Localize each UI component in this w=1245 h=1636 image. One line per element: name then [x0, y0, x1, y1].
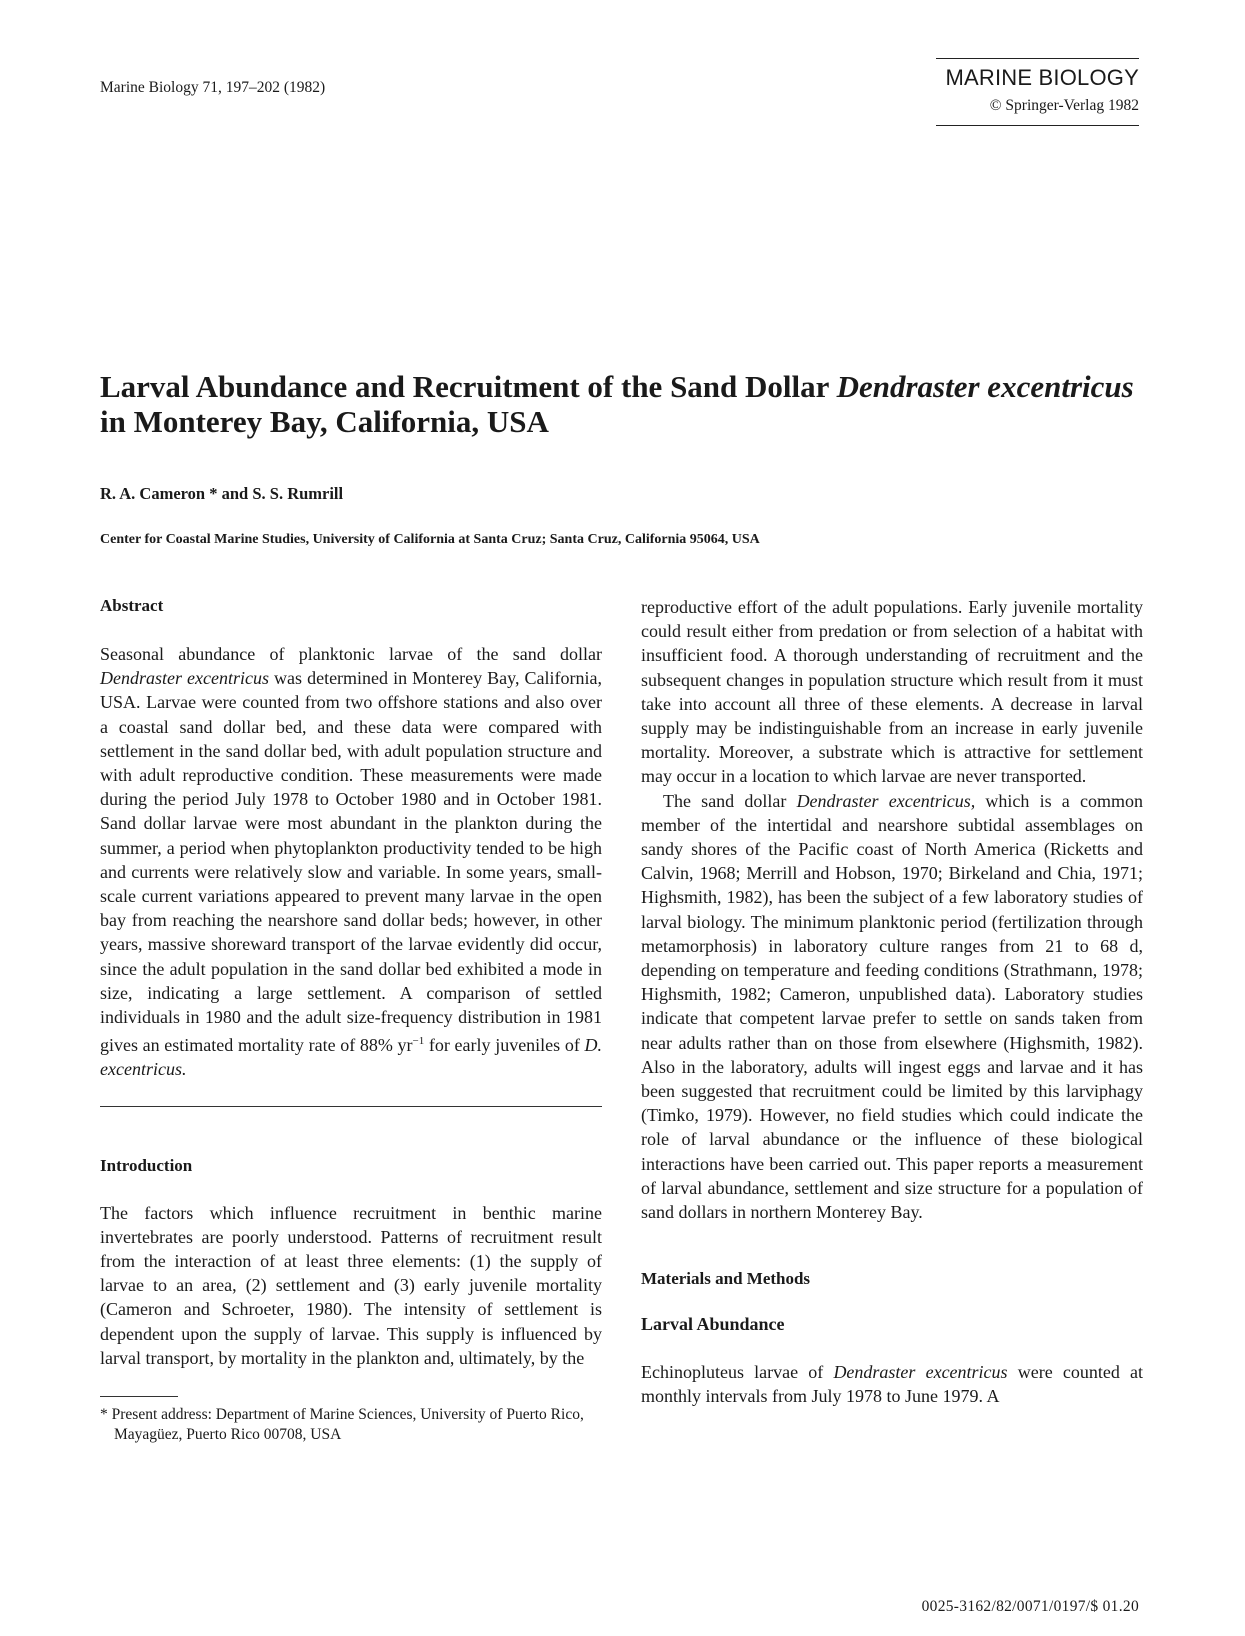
methods-text-part: were counted at monthly intervals from July 1978 to June 1979. A [641, 1362, 1143, 1407]
journal-copyright: © Springer-Verlag 1982 [989, 97, 1139, 114]
methods-species: Dendraster excentricus [833, 1362, 1008, 1383]
masthead-top-rule [936, 58, 1139, 59]
introduction-heading: Introduction [100, 1155, 193, 1175]
methods-paragraph-1 [641, 1360, 1143, 1408]
title-location: in Monterey Bay, California, USA [100, 404, 549, 439]
methods-subheading: Larval Abundance [641, 1314, 785, 1335]
abstract-species: Dendraster excentricus [100, 668, 269, 689]
journal-name: MARINE BIOLOGY [945, 65, 1139, 90]
author-list: R. A. Cameron * and S. S. Rumrill [100, 484, 344, 503]
abstract-text-part: for early juveniles of [424, 1035, 585, 1056]
document-code: 0025-3162/82/0071/0197/$ 01.20 [921, 1598, 1139, 1615]
abstract-text-part: was determined in Monterey Bay, California, USA. Larvae were counted from two offshore stations and also over a coastal sand dollar bed, and these data were compared with settlement in the sand dollar bed, with adult population structure and with adult reproductive condition. These measurements were made during the period July 1978 to October 1980 and in October 1981. Sand dollar larvae were most abundant in the plankton during the summer, a period when phytoplankton productivity tended to be high and currents were relatively slow and variable. In some years, small-scale current variations appeared to prevent many larvae in the open bay from reaching the nearshore sand dollar beds; however, in other years, massive shoreward transport of the larvae evidently did occur, since the adult population in the sand dollar bed exhibited a mode in size, indicating a large settlement. A comparison of settled individuals in 1980 and the adult size-frequency distribution in 1981 gives an estimated mortality rate of 88% yr [100, 668, 602, 1056]
methods-text-part: Echinopluteus larvae of [641, 1362, 834, 1383]
abstract-text [100, 642, 602, 1082]
paper-title [100, 369, 1160, 439]
intro-text-part: The sand dollar [663, 790, 797, 811]
intro-species: Dendraster excentricus, [796, 790, 976, 811]
intro-text-part: which is a common member of the intertidal and nearshore subtidal assemblages on sandy shores of the Pacific coast of North America (Ricketts and Calvin, 1968; Merrill and Hobson, 1970; Birkeland and Chia, 1971; Highsmith, 1982), has been the subject of a few laboratory studies of larval biology. The minimum planktonic period (fertilization through metamorphosis) in laboratory culture ranges from 21 to 68 d, depending on temperature and feeding conditions (Strathmann, 1978; Highsmith, 1982; Cameron, unpublished data). Laboratory studies indicate that competent larvae prefer to settle on sands taken from near adults rather than on those from elsewhere (Highsmith, 1982). Also in the laboratory, adults will ingest eggs and larvae and it has been suggested that recruitment could be limited by this larviphagy (Timko, 1979). However, no field studies which could indicate the role of larval abundance or the influence of these biological interactions have been carried out. This paper reports a measurement of larval abundance, settlement and size structure for a population of sand dollars in northern Monterey Bay. [641, 790, 1143, 1223]
author-affiliation: Center for Coastal Marine Studies, University of California at Santa Cruz; Santa Cruz, California 95064, USA [100, 532, 760, 547]
title-species: Dendraster excentricus [836, 369, 1134, 404]
introduction-paragraph-1-continued: reproductive effort of the adult populations. Early juvenile mortality could result either from predation or from selection of a habitat with insufficient food. A thorough understanding of recruitment and the subsequent changes in population structure which result from it must take into account all three of these elements. A decrease in larval supply may be indistinguishable from an increase in early juvenile mortality. Moreover, a substrate which is attractive for settlement may occur in a location to which larvae are never transported. [641, 597, 1143, 787]
introduction-paragraph-2 [641, 789, 1143, 1225]
methods-heading: Materials and Methods [641, 1269, 811, 1289]
introduction-paragraph-1: The factors which influence recruitment in benthic marine invertebrates are poorly understood. Patterns of recruitment result from the interaction of at least three elements: (1) the supply of larvae to an area, (2) settlement and (3) early juvenile mortality (Cameron and Schroeter, 1980). The intensity of settlement is dependent upon the supply of larvae. This supply is influenced by larval transport, by mortality in the plankton and, ultimately, by the [100, 1202, 602, 1368]
masthead-bottom-rule [936, 125, 1139, 126]
abstract-text-part: Seasonal abundance of planktonic larvae of the sand dollar [100, 644, 602, 664]
footnote: * Present address: Department of Marine Sciences, University of Puerto Rico, Mayagüez, Puerto Rico 00708, USA [100, 1406, 584, 1444]
abstract-species-abbrev: D. excentricus. [100, 1035, 602, 1080]
abstract-heading: Abstract [100, 596, 164, 615]
title-main: Larval Abundance and Recruitment of the Sand Dollar [100, 369, 837, 404]
left-column [100, 595, 602, 1445]
journal-citation: Marine Biology 71, 197–202 (1982) [100, 79, 326, 96]
journal-masthead [936, 58, 1139, 126]
abstract-superscript: −1 [412, 1035, 425, 1048]
right-column [641, 595, 1143, 1409]
